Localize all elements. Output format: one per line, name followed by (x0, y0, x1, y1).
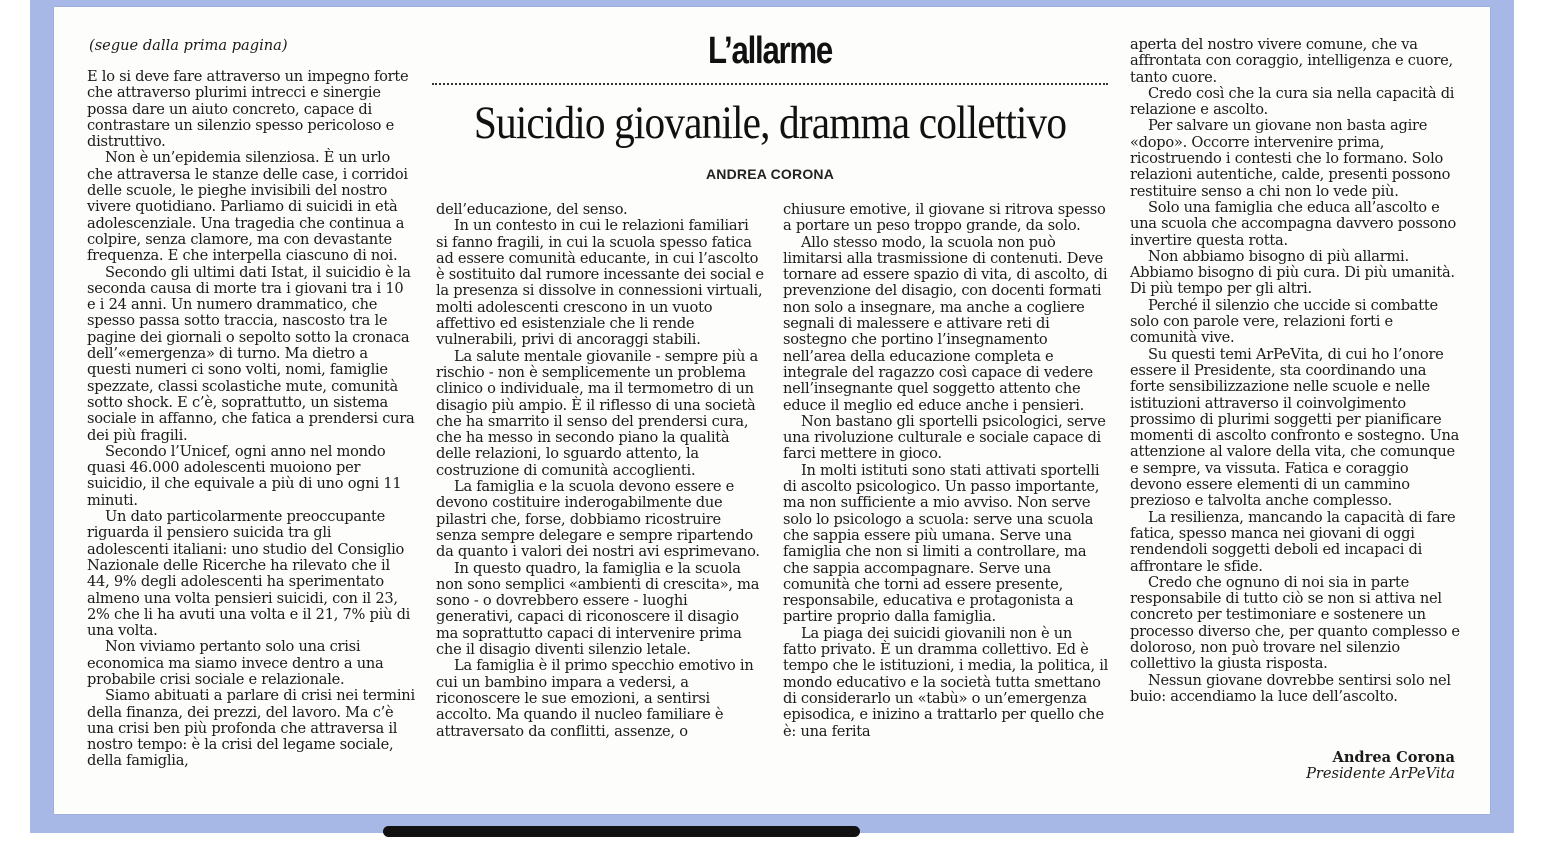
article-paragraph: Non viviamo pertanto solo una crisi economica ma siamo invece dentro a una probabile crisi sociale e relazionale. (87, 638, 384, 688)
article-paragraph: Credo che ognuno di noi sia in parte responsabile di tutto ciò se non si attiva nel concreto per testimoniare e sostenere un processo diverso che, per quanto complesso e doloroso, non può trovare nel silenzio collettivo la giusta risposta. (1130, 573, 1460, 673)
article-byline: ANDREA CORONA (705, 166, 835, 182)
signature-role: Presidente ArPeVita (1306, 765, 1455, 783)
article-paragraph: Su questi temi ArPeVita, di cui ho l’onore essere il Presidente, sta coordinando una forte sensibilizzazione nelle scuole e nelle istituzioni attraverso il coinvolgimento prossimo di plurimi soggetti per pianificare momenti di ascolto confronto e sostegno. Una attenzione al valore della vita, che comunque e sempre, va vissuta. Fatica e coraggio devono essere elementi di un cammino prezioso e talvolta anche complesso. (1130, 345, 1460, 510)
article-column-4 (1130, 37, 1460, 705)
article-column-1 (87, 69, 415, 770)
article-column-2 (436, 202, 764, 740)
signature-name: Andrea Corona (1332, 749, 1455, 766)
article-paragraph: La famiglia e la scuola devono essere e devono costituire inderogabilmente due pilastri che, forse, dobbiamo ricostruire senza sempre delegare e sempre ripartendo da quanto i valori dei nostri avi esprimevano. (436, 478, 760, 561)
continued-note: (segue dalla prima pagina) (89, 37, 288, 54)
article-paragraph: Non è un’epidemia silenziosa. È un urlo che attraversa le stanze delle case, i corridoi delle scuole, le pieghe invisibili del nostro vivere quotidiano. Parliamo di suicidi in età adolescenziale. Una tragedia che continua a colpire, senza clamore, ma con devastante frequenza. E che interpella ciascuno di noi. (87, 149, 408, 265)
article-paragraph: La salute mentale giovanile - sempre più a rischio - non è semplicemente un problema clinico o individuale, ma il termometro di un disagio più ampio. È il riflesso di una società che ha smarrito il senso del prendersi cura, che ha messo in secondo piano la qualità delle relazioni, lo sguardo attento, la costruzione di comunità accoglienti. (436, 347, 758, 479)
article-paragraph: dell’educazione, del senso. (436, 201, 628, 218)
article-paragraph: Nessun giovane dovrebbe sentirsi solo nel buio: accendiamo la luce dell’ascolto. (1130, 671, 1451, 705)
article-paragraph: Non abbiamo bisogno di più allarmi. Abbiamo bisogno di più cura. Di più umanità. Di più tempo per gli altri. (1130, 247, 1455, 298)
article-paragraph: Allo stesso modo, la scuola non può limitarsi alla trasmissione di contenuti. Deve tornare ad essere spazio di vita, di ascolto, di prevenzione del disagio, con docenti formati non solo a insegnare, ma anche a cogliere segnali di malessere e attivare reti di sostegno che portino l’insegnamento nell’area della educazione completa e integrale del ragazzo così capace di vedere nell’insegnante quel soggetto attento che educe il meglio ed educe anche i pensieri. (783, 233, 1108, 414)
article-paragraph: Non bastano gli sportelli psicologici, serve una rivoluzione culturale e sociale capace di farci mettere in gioco. (783, 412, 1106, 463)
author-signature (1306, 750, 1455, 783)
article-paragraph: In un contesto in cui le relazioni familiari si fanno fragili, in cui la scuola spesso fatica ad essere comunità educante, in cui l’ascolto è sostituito dal rumore incessante dei social e la presenza si dissolve in connessioni virtuali, molti adolescenti crescono in un vuoto affettivo ed esistenziale che li rende vulnerabili, privi di ancoraggi stabili. (436, 217, 764, 349)
article-paragraph: La famiglia è il primo specchio emotivo in cui un bambino impara a vedersi, a riconoscere le sue emozioni, a sentirsi accolto. Ma quando il nucleo familiare è attraversato da conflitti, assenze, o (436, 657, 754, 740)
article-paragraph: E lo si deve fare attraverso un impegno forte che attraverso plurimi intrecci e sinergie possa dare un aiuto concreto, capace di contrastare un silenzio spesso pericoloso e distruttivo. (87, 68, 409, 151)
article-paragraph: Perché il silenzio che uccide si combatte solo con parole vere, relazioni forti e comunità vive. (1130, 296, 1438, 347)
article-paragraph: La piaga dei suicidi giovanili non è un fatto privato. È un dramma collettivo. Ed è tempo che le istituzioni, i media, la politica, il mondo educativo e la società tutta smettano di considerarlo un «tabù» o un’emergenza episodica, e inizino a trattarlo per quello che è: una ferita (783, 624, 1109, 740)
article-paragraph: Secondo l’Unicef, ogni anno nel mondo quasi 46.000 adolescenti muoiono per suicidio, il che equivale a più di uno ogni 11 minuti. (87, 442, 402, 509)
article-paragraph: In molti istituti sono stati attivati sportelli di ascolto psicologico. Un passo importante, ma non sufficiente a mio avviso. Non serve solo lo psicologo a scuola: serve una scuola che sappia essere più umana. Serve una famiglia che non si limiti a controllare, ma che sappia accompagnare. Serve una comunità che torni ad essere presente, responsabile, educativa e protagonista a partire proprio dalla famiglia. (783, 461, 1100, 626)
article-headline: Suicidio giovanile, dramma collettivo (473, 97, 1067, 149)
article-paragraph: chiusure emotive, il giovane si ritrova spesso a portare un peso troppo grande, da solo. (783, 201, 1106, 235)
article-column-3 (783, 202, 1109, 740)
section-kicker: L’allarme (707, 30, 833, 72)
article-paragraph: La resilienza, mancando la capacità di fare fatica, spesso manca nei giovani di oggi rendendoli soggetti deboli ed incapaci di affrontare le sfide. (1130, 508, 1456, 575)
article-paragraph: Un dato particolarmente preoccupante riguarda il pensiero suicida tra gli adolescenti italiani: uno studio del Consiglio Nazionale delle Ricerche ha rilevato che il 44, 9% degli adolescenti ha sperimentato almeno una volta pensieri suicidi, con il 23, 2% che li ha avuti una volta e il 21, 7% più di una volta. (87, 508, 411, 640)
home-indicator-bar[interactable] (383, 826, 860, 837)
article-paragraph: Solo una famiglia che educa all’ascolto e una scuola che accompagna davvero possono invertire questa rotta. (1130, 198, 1457, 249)
article-paragraph: Secondo gli ultimi dati Istat, il suicidio è la seconda causa di morte tra i giovani tra i 10 e i 24 anni. Un numero drammatico, che spesso passa sotto traccia, nascosto tra le pagine dei giornali o sepolto sotto la cronaca dell’«emergenza» di turno. Ma dietro a questi numeri ci sono volti, nomi, famiglie spezzate, classi scolastiche mute, comunità sotto shock. E c’è, soprattutto, un sistema sociale in affanno, che fatica a prendersi cura dei più fragili. (87, 263, 415, 444)
article-paragraph: aperta del nostro vivere comune, che va affrontata con coraggio, intelligenza e cuore, tanto cuore. (1130, 36, 1453, 86)
dotted-divider (432, 83, 1108, 85)
article-paragraph: Credo così che la cura sia nella capacità di relazione e ascolto. (1130, 84, 1455, 119)
article-paragraph: In questo quadro, la famiglia e la scuola non sono semplici «ambienti di crescita», ma sono - o dovrebbero essere - luoghi generativi, capaci di riconoscere il disagio ma soprattutto capaci di intervenire prima che il disagio diventi silenzio letale. (436, 559, 760, 659)
article-paragraph: Siamo abituati a parlare di crisi nei termini della finanza, dei prezzi, del lavoro. Ma c’è una crisi ben più profonda che attraversa il nostro tempo: è la crisi del legame sociale, della famiglia, (87, 687, 415, 770)
article-paragraph: Per salvare un giovane non basta agire «dopo». Occorre intervenire prima, ricostruendo i contesti che lo formano. Solo relazioni autentiche, calde, presenti possono restituire senso a chi non lo vede più. (1130, 117, 1451, 200)
